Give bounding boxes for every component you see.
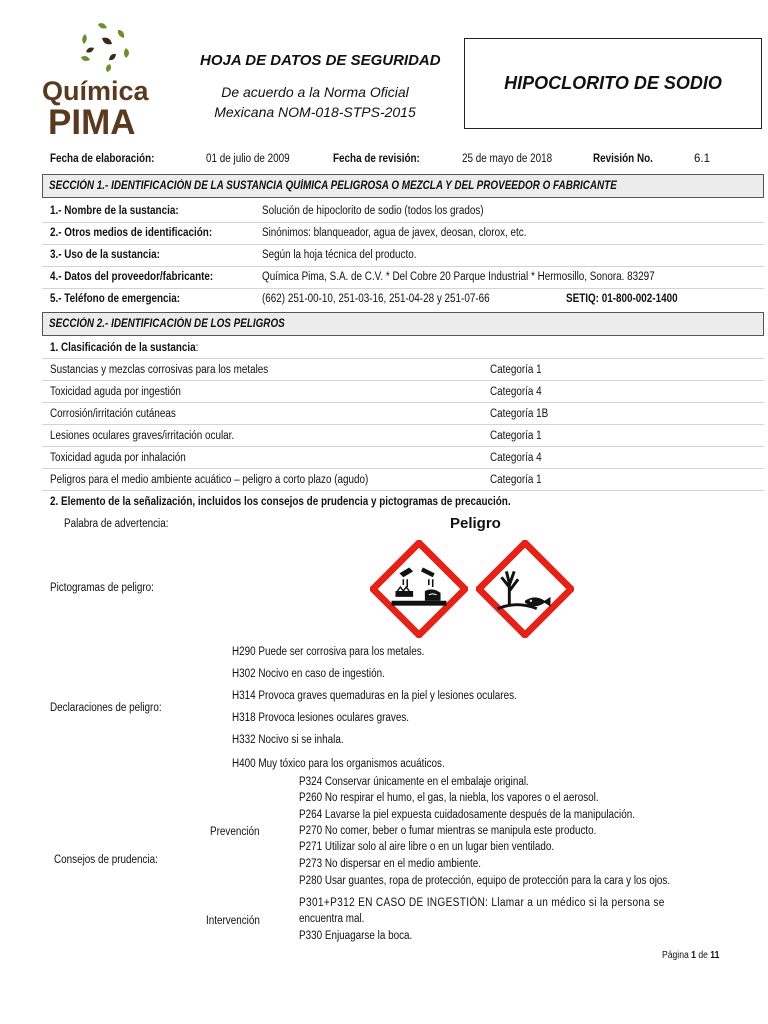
- p-statement: P330 Enjuagarse la boca.: [299, 930, 413, 942]
- declaraciones-label: Declaraciones de peligro:: [50, 702, 162, 714]
- logo-mark-icon: [40, 20, 170, 140]
- fecha-elaboracion-value: 01 de julio de 2009: [206, 153, 290, 165]
- s1-row-2-label: 2.- Otros medios de identificación:: [50, 227, 213, 239]
- h-statement: H400 Muy tóxico para los organismos acuáticos.: [232, 758, 445, 770]
- h-statement: H302 Nocivo en caso de ingestión.: [232, 668, 385, 680]
- product-title-box: [464, 38, 762, 129]
- row-divider: [42, 266, 764, 267]
- s1-row-2-value: Sinónimos: blanqueador, agua de javex, deosan, clorox, etc.: [262, 227, 527, 239]
- p-statement: P264 Lavarse la piel expuesta cuidadosamente después de la manipulación.: [299, 809, 635, 821]
- p-statement: P280 Usar guantes, ropa de protección, equipo de protección para la cara y los ojos.: [299, 875, 671, 887]
- hazard-1: Sustancias y mezclas corrosivas para los metales: [50, 364, 269, 376]
- hazard-5: Toxicidad aguda por inhalación: [50, 452, 186, 464]
- hazard-3: Corrosión/irritación cutáneas: [50, 408, 176, 420]
- page-prefix: Página: [662, 950, 689, 961]
- h-statement: H290 Puede ser corrosiva para los metales.: [232, 646, 425, 658]
- h-statement: H318 Provoca lesiones oculares graves.: [232, 712, 410, 724]
- s1-row-3-value: Según la hoja técnica del producto.: [262, 249, 417, 261]
- section-2-header: [42, 312, 764, 336]
- signal-word: Peligro: [450, 515, 501, 532]
- row-divider: [42, 358, 764, 359]
- palabra-advertencia-label: Palabra de advertencia:: [64, 518, 169, 530]
- s1-row-4-value: Química Pima, S.A. de C.V. * Del Cobre 20 Parque Industrial * Hermosillo, Sonora. 83297: [262, 271, 655, 283]
- h-statement: H332 Nocivo si se inhala.: [232, 734, 344, 746]
- s1-row-1-label: 1.- Nombre de la sustancia:: [50, 205, 179, 217]
- p-statement: P270 No comer, beber o fumar mientras se manipula este producto.: [299, 825, 597, 837]
- section-2-title: SECCIÓN 2.- IDENTIFICACIÓN DE LOS PELIGROS: [49, 318, 285, 330]
- s1-row-1-value: Solución de hipoclorito de sodio (todos los grados): [262, 205, 484, 217]
- p-statement: P324 Conservar únicamente en el embalaje original.: [299, 776, 529, 788]
- section-1-header: [42, 174, 764, 198]
- fecha-revision-value: 25 de mayo de 2018: [462, 153, 553, 165]
- norma-line-2: Mexicana NOM-018-STPS-2015: [214, 104, 416, 120]
- logo-line2: PIMA: [48, 103, 136, 140]
- prevencion-label: Prevención: [210, 826, 260, 838]
- setiq-number: SETIQ: 01-800-002-1400: [566, 293, 678, 305]
- norma-line-1: De acuerdo a la Norma Oficial: [221, 84, 409, 100]
- quimica-pima-logo: [40, 20, 170, 140]
- row-divider: [42, 424, 764, 425]
- revision-value: 6.1: [694, 153, 710, 165]
- clasificacion-colon: :: [195, 342, 199, 354]
- intervencion-label: Intervención: [206, 915, 260, 927]
- row-divider: [42, 402, 764, 403]
- consejos-label: Consejos de prudencia:: [54, 854, 158, 866]
- row-divider: [42, 490, 764, 491]
- elemento-senalizacion-heading: 2. Elemento de la señalización, incluidos los consejos de prudencia y pictogramas de precaución.: [50, 496, 511, 508]
- page-current: 1: [691, 950, 696, 961]
- row-divider: [42, 288, 764, 289]
- h-statement: H314 Provoca graves quemaduras en la piel y lesiones oculares.: [232, 690, 517, 702]
- clasificacion-label: 1. Clasificación de la sustancia: [50, 342, 196, 354]
- row-divider: [42, 222, 764, 223]
- pictogramas-label: Pictogramas de peligro:: [50, 582, 154, 594]
- p-statement: P260 No respirar el humo, el gas, la niebla, los vapores o el aerosol.: [299, 792, 599, 804]
- row-divider: [42, 446, 764, 447]
- section-1-title: SECCIÓN 1.- IDENTIFICACIÓN DE LA SUSTANCIA QUÍMICA PELIGROSA O MEZCLA Y DEL PROVEEDOR O FABRICANTE: [49, 180, 617, 192]
- row-divider: [42, 468, 764, 469]
- hazard-3-category: Categoría 1B: [490, 408, 549, 420]
- page-of: de: [698, 950, 708, 961]
- product-title: HIPOCLORITO DE SODIO: [504, 73, 722, 93]
- fecha-revision-label: Fecha de revisión:: [333, 153, 420, 165]
- document-title: HOJA DE DATOS DE SEGURIDAD: [200, 52, 441, 69]
- hazard-1-category: Categoría 1: [490, 364, 542, 376]
- p-statement: encuentra mal.: [299, 913, 365, 925]
- corrosion-pictogram-icon: [370, 540, 468, 638]
- fecha-elaboracion-label: Fecha de elaboración:: [50, 153, 155, 165]
- hazard-2-category: Categoría 4: [490, 386, 542, 398]
- s1-row-5-value: (662) 251-00-10, 251-03-16, 251-04-28 y 251-07-66: [262, 293, 490, 305]
- s1-row-5-label: 5.- Teléfono de emergencia:: [50, 293, 181, 305]
- hazard-4-category: Categoría 1: [490, 430, 542, 442]
- p-statement: P301+P312 EN CASO DE INGESTIÓN: Llamar a un médico si la persona se: [299, 897, 665, 909]
- p-statement: P273 No dispersar en el medio ambiente.: [299, 858, 481, 870]
- s1-row-3-label: 3.- Uso de la sustancia:: [50, 249, 160, 261]
- hazard-4: Lesiones oculares graves/irritación ocular.: [50, 430, 235, 442]
- row-divider: [42, 380, 764, 381]
- environment-pictogram-icon: [476, 540, 574, 638]
- hazard-6: Peligros para el medio ambiente acuático – peligro a corto plazo (agudo): [50, 474, 369, 486]
- hazard-6-category: Categoría 1: [490, 474, 542, 486]
- page-total: 11: [710, 950, 720, 961]
- revision-label: Revisión No.: [593, 153, 653, 165]
- logo-line1: Química: [42, 76, 149, 106]
- hazard-2: Toxicidad aguda por ingestión: [50, 386, 181, 398]
- s1-row-4-label: 4.- Datos del proveedor/fabricante:: [50, 271, 214, 283]
- row-divider: [42, 244, 764, 245]
- clasificacion-heading: [50, 342, 198, 354]
- p-statement: P271 Utilizar solo al aire libre o en un lugar bien ventilado.: [299, 841, 555, 853]
- page-number: [662, 950, 719, 961]
- hazard-5-category: Categoría 4: [490, 452, 542, 464]
